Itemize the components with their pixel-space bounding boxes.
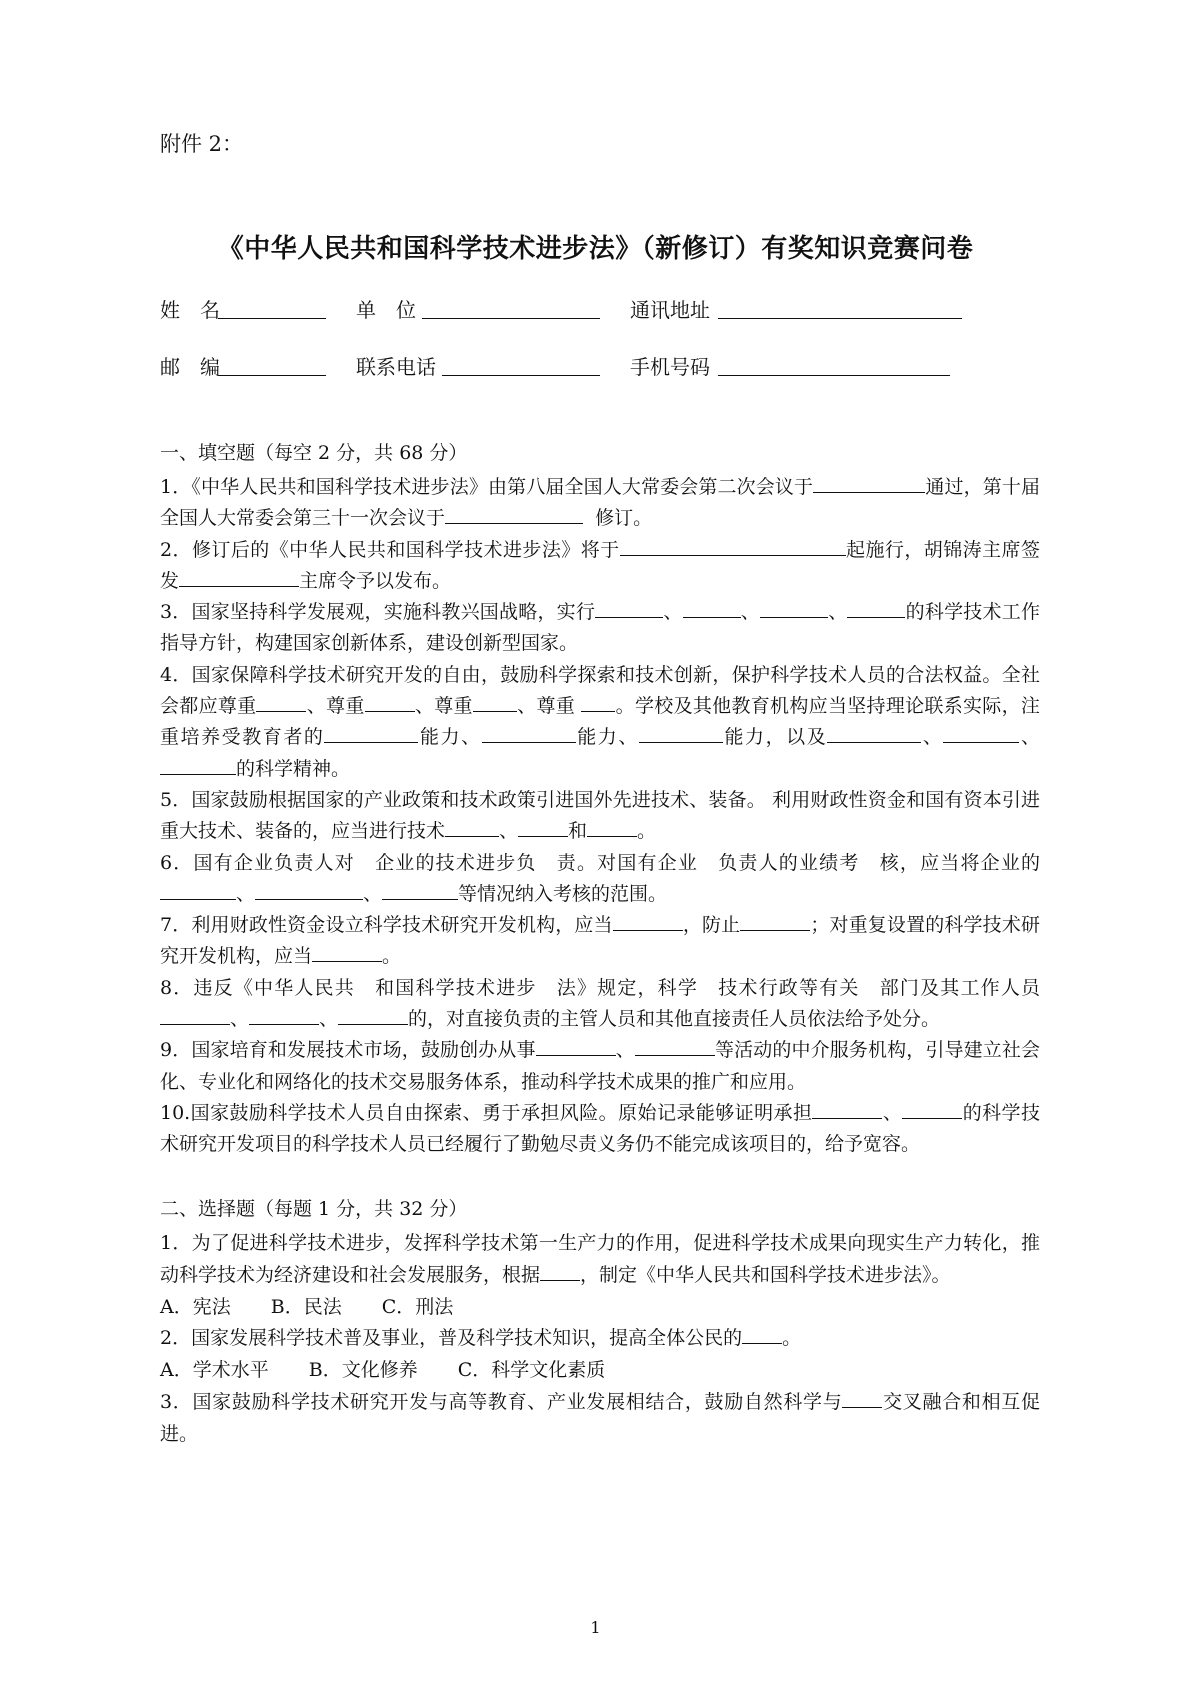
blank[interactable] <box>536 1038 616 1056</box>
unit-label: 单 位 <box>356 298 416 322</box>
question-2: 2．修订后的《中华人民共和国科学技术进步法》将于 起施行，胡锦涛主席签发 主席令予以发布。 <box>160 538 1040 592</box>
blank[interactable] <box>160 882 236 900</box>
address-field[interactable] <box>718 318 962 319</box>
question-8: 8．违反《中华人民共 和国科学技术进步 法》规定，科学 技术行政等有关 部门及其工作人员、 、 的，对直接负责的主管人员和其他直接责任人员依法给予处分。 <box>160 976 1040 1031</box>
blank[interactable] <box>581 694 615 712</box>
blank[interactable] <box>812 1101 882 1119</box>
blank[interactable] <box>249 1007 319 1025</box>
blank[interactable] <box>482 725 576 743</box>
blank[interactable] <box>842 1390 882 1408</box>
blank[interactable] <box>847 600 905 618</box>
postcode-label: 邮 编 <box>160 355 220 379</box>
blank[interactable] <box>540 1263 580 1281</box>
question-6: 6．国有企业负责人对 企业的技术进步负 责。对国有企业 负责人的业绩考 核，应当将企业的、 、 等情况纳入考核的范围。 <box>160 851 1040 905</box>
choice-question-2: 2．国家发展科学技术普及事业，普及科学技术知识，提高全体公民的 。 <box>160 1327 802 1350</box>
question-9: 9．国家培育和发展技术市场，鼓励创办从事 、 等活动的中介服务机构，引导建立社会化、专业化和网络化的技术交易服务体系，推动科学技术成果的推广和应用。 <box>160 1039 1040 1093</box>
blank[interactable] <box>813 475 925 493</box>
option-b[interactable]: B．民法 <box>270 1295 342 1318</box>
blank[interactable] <box>620 538 846 556</box>
blank[interactable] <box>255 882 363 900</box>
blank[interactable] <box>160 757 236 775</box>
blank[interactable] <box>518 819 568 837</box>
blank[interactable] <box>613 913 683 931</box>
question-3: 3．国家坚持科学发展观，实施科教兴国战略，实行 、 、 、 的科学技术工作指导方针，构建国家创新体系，建设创新型国家。 <box>160 601 1040 655</box>
blank[interactable] <box>324 725 418 743</box>
page-number: 1 <box>590 1618 601 1637</box>
mobile-field[interactable] <box>718 375 950 376</box>
section-1-header: 一、填空题（每空 2 分，共 68 分） <box>160 442 468 464</box>
section-2-header: 二、选择题（每题 1 分，共 32 分） <box>160 1198 468 1220</box>
option-b[interactable]: B．文化修养 <box>308 1359 418 1382</box>
blank[interactable] <box>943 725 1019 743</box>
name-label: 姓 名 <box>160 298 220 322</box>
blank[interactable] <box>639 725 723 743</box>
question-10: 10.国家鼓励科学技术人员自由探索、勇于承担风险。原始记录能够证明承担 、 的科学技术研究开发项目的科学技术人员已经履行了勤勉尽责义务仍不能完成该项目的，给予宽容。 <box>160 1101 1040 1156</box>
question-5: 5．国家鼓励根据国家的产业政策和技术政策引进国外先进技术、装备。 利用财政性资金和国有资本引进重大技术、装备的，应当进行技术 、 和 。 <box>160 788 1040 843</box>
phone-label: 联系电话 <box>356 355 436 379</box>
blank[interactable] <box>179 569 299 587</box>
postcode-field[interactable] <box>218 375 326 376</box>
page-title: 《中华人民共和国科学技术进步法》（新修订）有奖知识竞赛问卷 <box>217 234 974 264</box>
choice-options-2 <box>160 1355 1040 1387</box>
choice-question-1: 1．为了促进科学技术进步，发挥科学技术第一生产力的作用，促进科学技术成果向现实生产力转化，推动科学技术为经济建设和社会发展服务，根据 ，制定《中华人民共和国科学技术进步法》。 <box>160 1232 1040 1286</box>
blank[interactable] <box>473 694 517 712</box>
option-a[interactable]: A．宪法 <box>160 1295 231 1318</box>
unit-field[interactable] <box>422 318 600 319</box>
choice-question-3: 3．国家鼓励科学技术研究开发与高等教育、产业发展相结合，鼓励自然科学与 交叉融合和相互促进。 <box>160 1390 1040 1445</box>
option-c[interactable]: C．刑法 <box>381 1295 454 1318</box>
blank[interactable] <box>760 600 828 618</box>
blank[interactable] <box>742 1326 782 1344</box>
blank[interactable] <box>256 694 306 712</box>
section-1-questions <box>160 472 1040 1161</box>
question-1: 1．《中华人民共和国科学技术进步法》由第八届全国人大常委会第二次会议于 通过，第十届全国人大常委会第三十一次会议于 修订。 <box>160 476 1040 530</box>
phone-field[interactable] <box>442 375 600 376</box>
attachment-label: 附件 2： <box>160 132 244 156</box>
blank[interactable] <box>338 1007 408 1025</box>
blank[interactable] <box>595 600 663 618</box>
question-7: 7．利用财政性资金设立科学技术研究开发机构，应当 ，防止 ；对重复设置的科学技术研究开发机构，应当 。 <box>160 914 1040 968</box>
mobile-label: 手机号码 <box>630 355 710 379</box>
blank[interactable] <box>902 1101 962 1119</box>
form-row-2 <box>160 351 1040 381</box>
blank[interactable] <box>683 600 741 618</box>
blank[interactable] <box>445 506 583 524</box>
section-2-questions <box>160 1228 1040 1451</box>
form-row-1 <box>160 294 1040 324</box>
blank[interactable] <box>445 819 499 837</box>
blank[interactable] <box>312 944 382 962</box>
blank[interactable] <box>382 882 458 900</box>
blank[interactable] <box>740 913 810 931</box>
blank[interactable] <box>635 1038 715 1056</box>
option-c[interactable]: C．科学文化素质 <box>457 1359 606 1382</box>
blank[interactable] <box>365 694 415 712</box>
blank[interactable] <box>587 819 637 837</box>
blank[interactable] <box>160 1007 230 1025</box>
choice-options-1 <box>160 1292 1040 1324</box>
name-field[interactable] <box>218 318 326 319</box>
blank[interactable] <box>827 725 921 743</box>
address-label: 通讯地址 <box>630 298 710 322</box>
question-4: 4．国家保障科学技术研究开发的自由，鼓励科学探索和技术创新，保护科学技术人员的合法权益。全社会都应尊重 、尊重 、尊重 、尊重 。学校及其他教育机构应当坚持理论联系实际，注重培养受教育者的 能力、 能力、 能力，以及 、 、的科学精神。 <box>160 663 1040 780</box>
option-a[interactable]: A．学术水平 <box>160 1359 269 1382</box>
